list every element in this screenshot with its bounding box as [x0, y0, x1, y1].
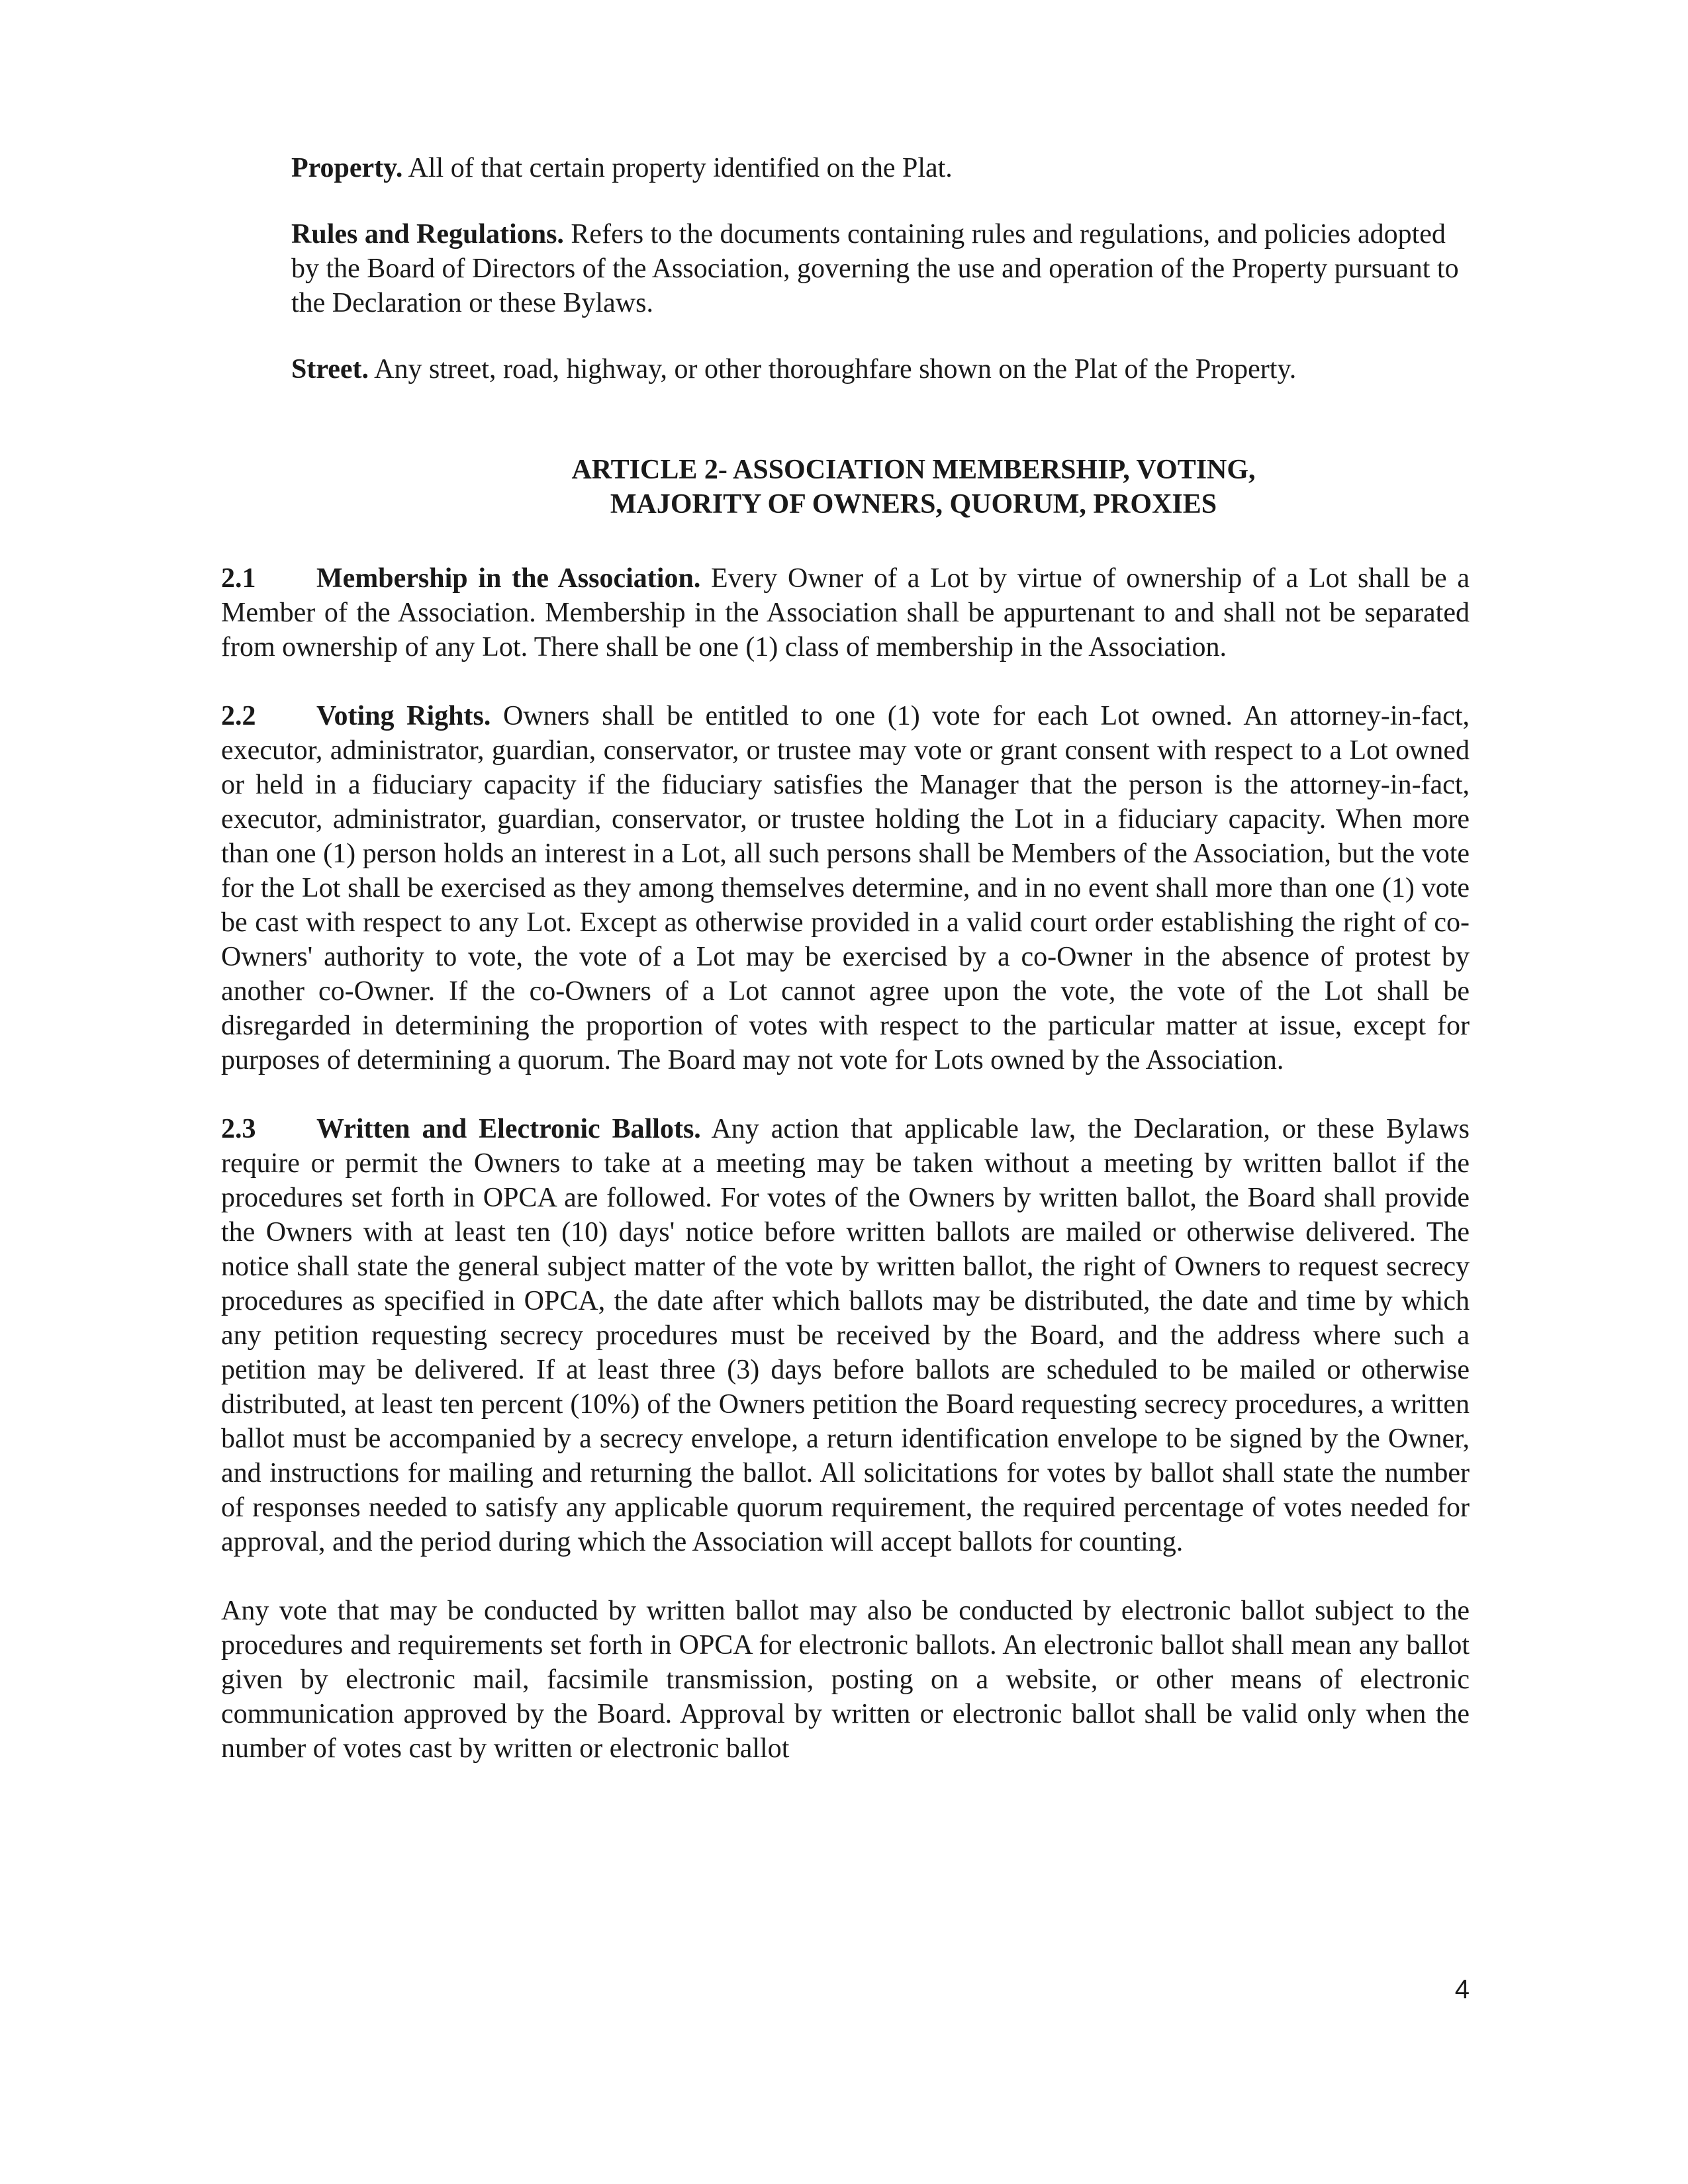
- section-number: 2.2: [221, 701, 256, 731]
- article-heading-line-2: MAJORITY OF OWNERS, QUORUM, PROXIES: [610, 489, 1217, 520]
- section-2-3: [221, 1112, 1470, 1559]
- section-text: Owners shall be entitled to one (1) vote for each Lot owned. An attorney-in-fact, executor, administrator, guardian, conservator, or trustee may vote or grant consent with respect to a Lot owned or held in a fiduciary capacity if the fiduciary satisfies the Manager that the person is the attorney-in-fact, executor, administrator, guardian, conservator, or trustee holding the Lot in a fiduciary capacity. When more than one (1) person holds an interest in a Lot, all such persons shall be Members of the Association, but the vote for the Lot shall be exercised as they among themselves determine, and in no event shall more than one (1) vote be cast with respect to any Lot. Except as otherwise provided in a valid court order establishing the right of co-Owners' authority to vote, the vote of a Lot may be exercised by a co-Owner in the absence of protest by another co-Owner. If the co-Owners of a Lot cannot agree upon the vote, the vote of the Lot shall be disregarded in determining the proportion of votes with respect to the particular matter at issue, except for purposes of determining a quorum. The Board may not vote for Lots owned by the Association.: [221, 701, 1470, 1075]
- definition-term: Property.: [291, 153, 403, 183]
- article-heading-line-1: ARTICLE 2- ASSOCIATION MEMBERSHIP, VOTING,: [571, 455, 1256, 485]
- section-text: Every Owner of a Lot by virtue of ownership of a Lot shall be a Member of the Association. Membership in the Association shall be appurtenant to and shall not be separated from ownership of any Lot. There shall be one (1) class of membership in the Association.: [221, 563, 1470, 662]
- section-number: 2.1: [221, 563, 256, 594]
- section-title: Membership in the Association.: [316, 563, 701, 594]
- definition-term: Street.: [291, 354, 369, 385]
- definition-property: [291, 151, 1470, 185]
- section-2-2: [221, 699, 1470, 1077]
- article-heading: [218, 453, 1609, 522]
- page-number: 4: [1454, 1975, 1470, 2004]
- definition-rules-and-regulations: [291, 217, 1470, 320]
- section-text: Any action that applicable law, the Declaration, or these Bylaws require or permit the Owners to take at a meeting may be taken without a meeting by written ballot if the procedures set forth in OPCA are followed. For votes of the Owners by written ballot, the Board shall provide the Owners with at least ten (10) days' notice before written ballots are mailed or otherwise delivered. The notice shall state the general subject matter of the vote by written ballot, the right of Owners to request secrecy procedures as specified in OPCA, the date after which ballots may be distributed, the date and time by which any petition requesting secrecy procedures must be received by the Board, and the address where such a petition may be delivered. If at least three (3) days before ballots are scheduled to be mailed or otherwise distributed, at least ten percent (10%) of the Owners petition the Board requesting secrecy procedures, a written ballot must be accompanied by a secrecy envelope, a return identification envelope to be signed by the Owner, and instructions for mailing and returning the ballot. All solicitations for votes by ballot shall state the number of responses needed to satisfy any applicable quorum requirement, the required percentage of votes needed for approval, and the period during which the Association will accept ballots for counting.: [221, 1114, 1470, 1557]
- article-body: [221, 561, 1470, 1766]
- definitions-list: [291, 151, 1470, 418]
- section-2-1: [221, 561, 1470, 664]
- definition-text: All of that certain property identified on the Plat.: [402, 153, 953, 183]
- definition-street: [291, 352, 1470, 387]
- section-title: Written and Electronic Ballots.: [316, 1114, 701, 1144]
- continuation-paragraph: Any vote that may be conducted by written ballot may also be conducted by electronic ballot subject to the procedures and requirements set forth in OPCA for electronic ballots. An electronic ballot shall mean any ballot given by electronic mail, facsimile transmission, posting on a website, or other means of electronic communication approved by the Board. Approval by written or electronic ballot shall be valid only when the number of votes cast by written or electronic ballot: [221, 1596, 1470, 1764]
- section-number: 2.3: [221, 1114, 256, 1144]
- section-title: Voting Rights.: [316, 701, 491, 731]
- definition-term: Rules and Regulations.: [291, 219, 564, 250]
- definition-text: Refers to the documents containing rules and regulations, and policies adopted by the Board of Directors of the Association, governing the use and operation of the Property pursuant to the Declaration or these Bylaws.: [291, 219, 1459, 318]
- definition-text: Any street, road, highway, or other thoroughfare shown on the Plat of the Property.: [369, 354, 1297, 385]
